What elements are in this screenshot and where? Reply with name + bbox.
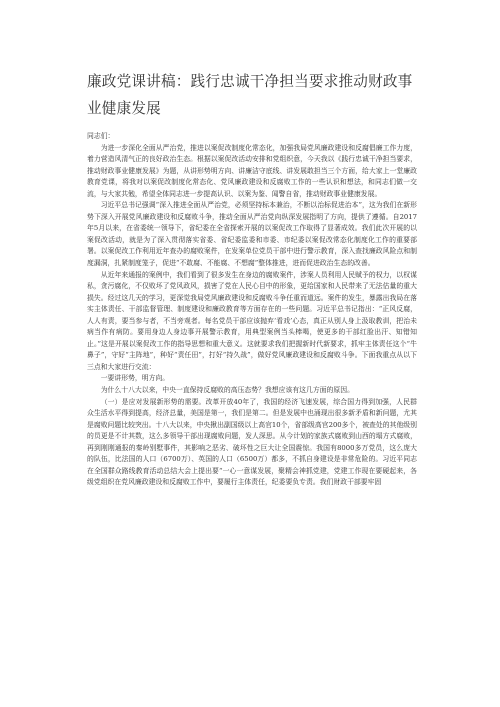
body-paragraph: 为进一步深化全面从严治党，推进以案促改制度化常态化，加强我局党风廉政建设和反腐倡廉工作力度，着力营造风清气正的良好政治生态。根据以案促改活动安排和党组织意，今天我以《践行忠诚干净担当要求，推动财政事业健康发展》为题，从讲形势明方向、讲廉洁守底线、讲发展敢担当三个方面，给大家上一堂廉政教育党课，将我对以案促改制度化常态化、党风廉政建设和反腐败工作的一些认识和想法，和同志们做一交流，与大家共勉，希望全体同志进一步提高认识、以案为鉴、闻警自省，推动财政事业健康发展。 [87, 143, 417, 198]
body-paragraph: （一）是应对发展新形势的需要。改革开放40年了，我国的经济飞速发展，综合国力得到加强，人民群众生活水平得到提高，经济总量，美国是第一，我们是第二。但是发展中也涌现出很多新矛盾和新问题，尤其是腐败问题比较突出。十八大以来，中央揪出副国级以上高官10个，省部级高官200多个，被查处的其他级别的员更是不计其数，这么多领导干部出现腐败问题，发人深思。从今计划的家族式腐败到山西的塌方式腐败，再到刚刚通报的秦岭别墅事件，其影响之恶劣、破坏性之巨大让全国震惊。我国有8000多万党员，这么庞大的队伍，比法国的人口（6700万）、英国的人口（6500万）都多，不抓自身建设是非常危险的。习近平同志在全国群众路线教育活动总结大会上提出要“一心一意谋发展，聚精会神抓党建，党建工作现在要硬起来，各级党组织在党风廉政建设和反腐败工作中，要履行主体责任，纪委要负专责。我们财政干部要牢固 [87, 397, 417, 487]
body-paragraph: 为什么十八大以来，中央一直保持反腐败的高压态势？我想应该有这几方面的原因。 [100, 386, 354, 395]
body-paragraph: 从近年来通报的案例中，我们看到了很多发生在身边的腐败案件，涉案人员利用人民赋予的权力，以权谋私，贪污腐化，不仅败坏了党风政风，损害了党在人民心目中的形象，更给国家和人民带来了无法估量的重大损失。经过这几天的学习，更深觉我局党风廉政建设和反腐败斗争任重而道远。案件的发生，暴露出我局在落实主体责任、干部监督管理、制度建设和廉政教育等方面存在的一些问题。习近平总书记指出：“正风反腐，人人有责，要当参与者，不当旁观者。每名党员干部应该抛弃‘看戏’心态，真正从别人身上汲取教训，把治未病当作有病防。要用身边人身边事开展警示教育，用典型案例当头棒喝，使更多的干部红脸出汗、知错知止。”这是开展以案促改工作的指导思想和重大意义。这就要求我们把握新时代新要求，抓牢主体责任这个“牛鼻子”，守好“主阵地”，种好“责任田”，打好“持久战”，做好党风廉政建设和反腐败斗争。下面我重点从以下三点和大家进行交流： [87, 270, 417, 371]
body-paragraph: 一要讲形势，明方向。 [100, 374, 170, 383]
body-paragraph: 同志们： [87, 132, 115, 140]
document-body [87, 131, 417, 489]
document-title: 廉政党课讲稿：践行忠诚干净担当要求推动财政事业健康发展 [87, 73, 413, 117]
body-paragraph: 习近平总书记强调“深入推进全面从严治党，必须坚持标本兼治，不断以治标促进治本”，这为我们在新形势下深入开展党风廉政建设和反腐败斗争，推动全面从严治党向纵深发展指明了方向，提供了遵循。自2017年5月以来，在省委统一领导下，省纪委在全省探索开展的以案促改工作取得了显著成效。我们此次开展的以案促改活动，就是为了深入贯彻落实省委、省纪委监委和市委、市纪委以案促改常态化制度化工作的重要部署。以案促改工作利用近年查办的腐败案件，在发案单位党员干部中进行警示教育，深入查找廉政风险点和制度漏洞，扎紧制度笼子，促进“不敢腐、不能腐、不想腐”整体推进，进而促进政治生态的改善。 [87, 201, 417, 268]
